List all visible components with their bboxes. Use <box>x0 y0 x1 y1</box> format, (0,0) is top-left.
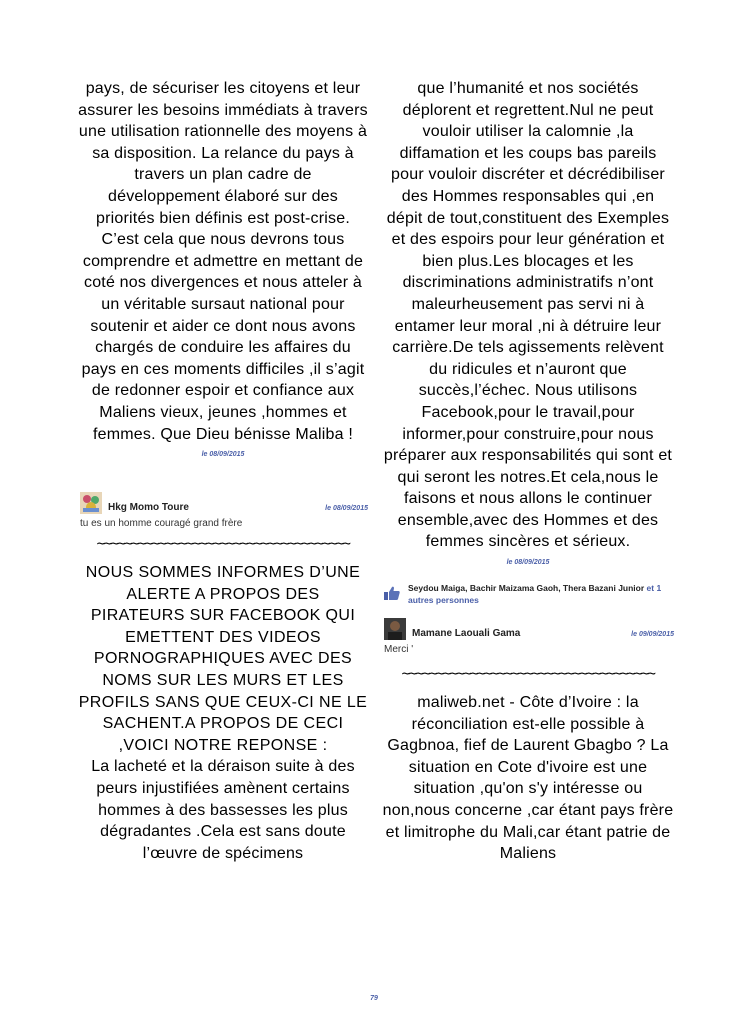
post-paragraph: que l’humanité et nos sociétés déplorent et regrettent.Nul ne peut vouloir utiliser la calomnie ,la diffamation et les coups bas pareils pour vouloir discréter et décrédibiliser des Hommes responsables qui ,en dépit de tout,constituent des Exemples et des espoirs pour leur génération et bien plus.Les blocages et les discriminations administratifs n’ont maleurheusement pas servi ni à entamer leur moral ,ni à détruire leur carrière.De tels agissements relèvent du ridicules et n’auront que succès,l’échec. Nous utilisons Facebook,pour le travail,pour informer,pour construire,pour nous préparer aux responsabilités qui sont et qui seront les notres.Et cela,nous le faisons et nous allons le continuer ensemble,avec des Hommes et des femmes sincères et sérieux. <box>383 80 673 551</box>
avatar <box>80 492 102 514</box>
post-date: le 08/09/2015 <box>506 559 550 567</box>
post-paragraph: pays, de sécuriser les citoyens et leur assurer les besoins immédiats à travers une utilisation rationnelle des moyens à sa disposition. La relance du pays à travers un plan cadre de développement élaboré sur des priorités bien définis est post-crise. C’est cela que nous devrons tous comprendre et admettre en mettant de coté nos divergences et nous atteler à un véritable sursaut national pour soutenir et aider ce dont nous avons chargés de conduire les affaires du pays en ces moments difficiles ,il s’agit de redonner espoir et confiance aux Maliens vieux, jeunes ,hommes et femmes. Que Dieu bénisse Maliba ! <box>78 80 368 443</box>
comment-date: le 09/09/2015 <box>631 631 674 639</box>
section-divider: ~~~~~~~~~~~~~~~~~~~~~~~~~~~~~~~~~~~~~ <box>96 536 350 553</box>
likes-text <box>408 582 678 606</box>
post-paragraph: maliweb.net - Côte d’Ivoire : la réconciliation est-elle possible à Gagbnoa, fief de Laurent Gbagbo ? La situation en Cote d'ivoire est une situation ,qu'on s'y intéresse ou non,nous concerne ,car étant pays frère et limitrophe du Mali,car étant patrie de Maliens <box>382 694 674 863</box>
comment <box>78 492 368 536</box>
section-divider: ~~~~~~~~~~~~~~~~~~~~~~~~~~~~~~~~~~~~~ <box>401 666 655 683</box>
post-paragraph: La lacheté et la déraison suite à des peurs injustifiées amènent certains hommes à des bassesses les plus dégradantes .Cela est sans doute l’œuvre de spécimens <box>91 758 355 862</box>
comment-text: tu es un homme couragé grand frère <box>80 518 243 530</box>
comment-text: Merci ' <box>384 644 414 656</box>
left-column <box>78 78 368 864</box>
comment-date: le 08/09/2015 <box>325 505 368 513</box>
comment-author[interactable]: Mamane Laouali Gama <box>412 628 521 640</box>
comment-author[interactable]: Hkg Momo Toure <box>108 502 189 514</box>
post-date: le 08/09/2015 <box>201 451 245 459</box>
likes-row <box>382 580 674 612</box>
comment <box>382 618 674 662</box>
likes-more-link[interactable]: et 1 autres personnes <box>408 583 662 606</box>
post-heading: NOUS SOMMES INFORMES D’UNE ALERTE A PROPOS DES PIRATEURS SUR FACEBOOK QUI EMETTENT DES VIDEOS PORNOGRAPHIQUES AVEC DES NOMS SUR LES MURS ET LES PROFILS SANS QUE CEUX-CI NE LE SACHENT.A PROPOS DE CECI ,VOICI NOTRE REPONSE : <box>78 564 368 754</box>
avatar <box>384 618 406 640</box>
right-column <box>382 78 674 865</box>
likes-names[interactable]: Seydou Maiga, Bachir Maizama Gaoh, Thera Bazani Junior <box>408 583 645 594</box>
thumbs-up-icon[interactable] <box>384 586 400 600</box>
page-number: 79 <box>370 995 378 1002</box>
